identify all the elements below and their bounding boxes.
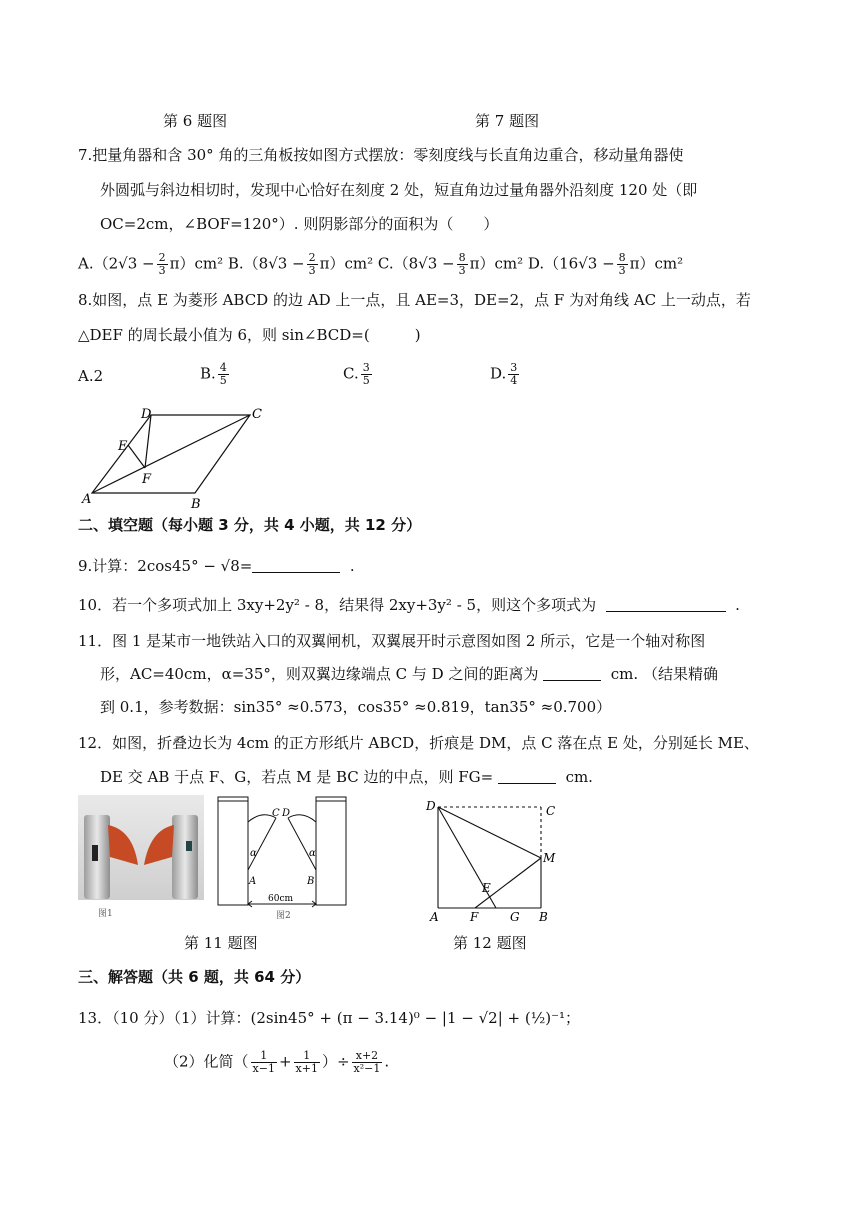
q12-square-figure: [420, 795, 565, 923]
q8-line1: 8.如图，点 E 为菱形 ABCD 的边 AD 上一点，且 AE=3，DE=2，点 F 为对角线 AC 上一动点，若: [78, 291, 751, 309]
q7-frac-b: $\frac{2}{3}$: [308, 251, 316, 277]
q8-option-d: D. $\frac{3}{4}$: [490, 361, 518, 387]
q8-label-f: F: [142, 472, 152, 487]
q11-fig2-alpha-left: α: [250, 848, 257, 859]
section2-heading: 二、填空题（每小题 3 分，共 4 小题，共 12 分）: [78, 516, 422, 534]
q10: 10．若一个多项式加上 3xy+2y² - 8，结果得 2xy+3y² - 5，则这个多项式为 .: [78, 596, 740, 614]
q11-fig2-label-a: A: [249, 876, 257, 887]
q11-fig2-alpha-right: α: [309, 848, 316, 859]
q8-rhombus-figure: [78, 400, 278, 515]
fig7-caption: 第 7 题图: [475, 112, 540, 130]
q10-text: 10．若一个多项式加上 3xy+2y² - 8，结果得 2xy+3y² - 5，则这个多项式为: [78, 596, 597, 614]
q7-frac-a: $\frac{2}{3}$: [158, 251, 166, 277]
q8-option-c: C. $\frac{3}{5}$: [343, 361, 370, 387]
q12-label-d: D: [426, 799, 436, 813]
q7-line2: 外圆弧与斜边相切时，发现中心恰好在刻度 2 处，短直角边过量角器外沿刻度 120 处（即: [100, 181, 698, 199]
q11-answer-blank[interactable]: [543, 666, 601, 681]
q11-fig2-label-c: C: [272, 808, 280, 819]
q11-fig2-label-b: B: [307, 876, 315, 887]
q11-fig2-dimension: 60cm: [268, 894, 294, 904]
q7-option-b: π）cm² B.（8√3 −: [169, 254, 305, 273]
q12-line1: 12．如图，折叠边长为 4cm 的正方形纸片 ABCD，折痕是 DM，点 C 落在点 E 处，分别延长 ME、: [78, 734, 759, 752]
q9-answer-blank[interactable]: [252, 558, 340, 573]
q12-label-c: C: [546, 804, 556, 818]
q12-label-e: E: [482, 881, 491, 895]
fig12-caption: 第 12 题图: [453, 934, 527, 952]
q10-answer-blank[interactable]: [606, 597, 726, 612]
q7-option-d-post: π）cm²: [629, 254, 684, 273]
q13-part1: 13．（10 分）（1）计算：(2sin45° + (π − 3.14)⁰ − |1 − √2| + (½)⁻¹；: [78, 1009, 581, 1027]
q8-label-d: D: [141, 407, 152, 422]
q7-frac-c: $\frac{8}{3}$: [458, 251, 466, 277]
q8-label-c: C: [252, 407, 262, 422]
q11-fig2-label-d: D: [282, 808, 291, 819]
q11-fig1-label: 图1: [98, 909, 113, 919]
q13-part2: （2）化简（ $\frac{1}{x-1}$ + $\frac{1}{x+1}$ ）÷ $\frac{x+2}{\text{x²−1}}$ .: [164, 1049, 390, 1075]
q11-figure1-photo: [78, 795, 204, 920]
q12-label-b: B: [539, 910, 548, 923]
q9: 9.计算：2cos45° − √8= .: [78, 557, 355, 575]
q11-line2: 形，AC=40cm，α=35°，则双翼边缘端点 C 与 D 之间的距离为 cm. （结果精确: [100, 665, 718, 683]
q7-option-a: A.（2√3 −: [78, 254, 155, 273]
q11-line3: 到 0.1，参考数据：sin35° ≈0.573，cos35° ≈0.819，tan35° ≈0.700）: [100, 698, 612, 716]
q12-line2: DE 交 AB 于点 F、G，若点 M 是 BC 边的中点，则 FG= cm.: [100, 768, 593, 786]
q7-line3: OC=2cm，∠BOF=120°）. 则阴影部分的面积为（ ）: [100, 215, 499, 233]
q12-label-f: F: [470, 910, 479, 923]
q11-line1: 11．图 1 是某市一地铁站入口的双翼闸机，双翼展开时示意图如图 2 所示，它是一个轴对称图: [78, 632, 706, 650]
q7-options: [78, 252, 683, 277]
q8-line2: △DEF 的周长最小值为 6，则 sin∠BCD=( ): [78, 326, 421, 344]
q12-label-m: M: [543, 851, 556, 865]
q8-label-e: E: [118, 439, 128, 454]
section3-heading: 三、解答题（共 6 题，共 64 分）: [78, 968, 311, 986]
fig11-caption: 第 11 题图: [184, 934, 258, 952]
q12-answer-blank[interactable]: [498, 769, 556, 784]
q8-label-b: B: [191, 497, 201, 512]
q7-frac-d: $\frac{8}{3}$: [618, 251, 626, 277]
q7-line1: 7.把量角器和含 30° 角的三角板按如图方式摆放：零刻度线与长直角边重合，移动量角器使: [78, 146, 684, 164]
q12-label-g: G: [510, 910, 520, 923]
q8-label-a: A: [82, 492, 92, 507]
q8-option-a: A.2: [78, 367, 104, 385]
q8-option-b: B. $\frac{4}{5}$: [200, 361, 227, 387]
q7-option-c: π）cm² C.（8√3 −: [319, 254, 455, 273]
q12-label-a: A: [430, 910, 439, 923]
q11-fig2-label: 图2: [276, 911, 291, 921]
q7-option-d: π）cm² D.（16√3 −: [469, 254, 615, 273]
q9-text: 9.计算：2cos45° − √8=: [78, 557, 253, 575]
fig6-caption: 第 6 题图: [163, 112, 228, 130]
q11-figure2-diagram: [212, 792, 352, 922]
